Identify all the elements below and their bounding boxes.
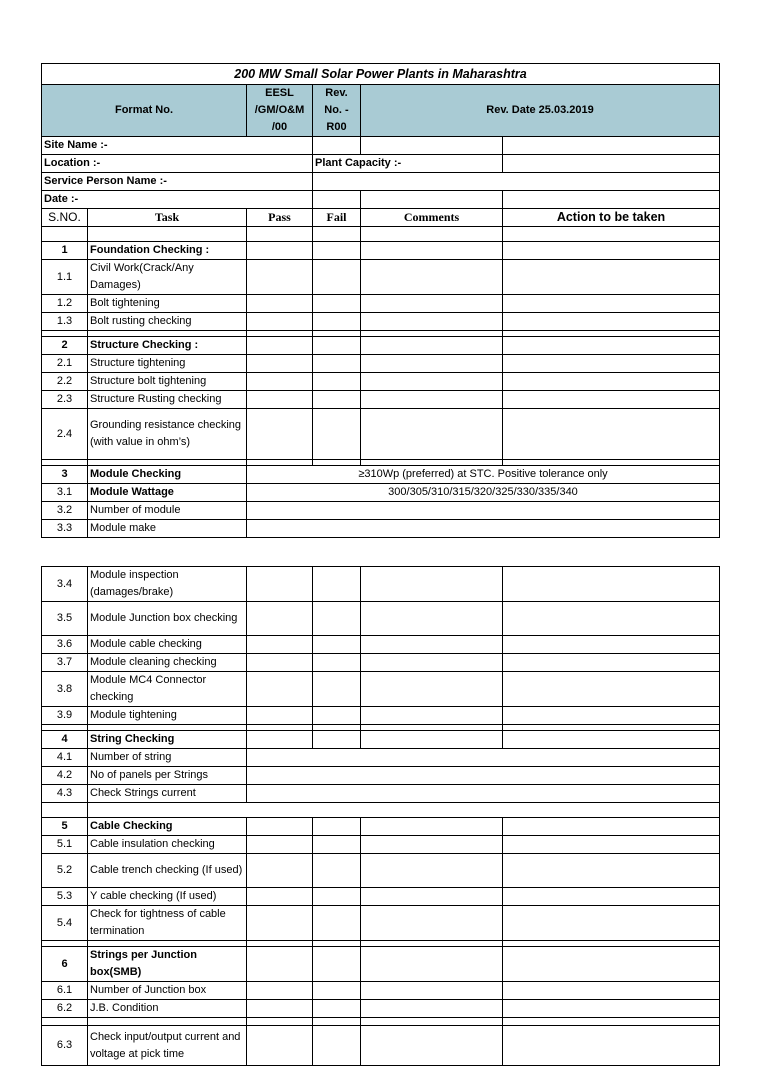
action-cell[interactable] xyxy=(503,1000,720,1018)
row-number: 4 xyxy=(42,731,88,749)
column-header-comments: Comments xyxy=(361,209,503,227)
site-name-field-2[interactable] xyxy=(361,137,503,155)
action-cell[interactable] xyxy=(503,731,720,749)
fail-cell[interactable] xyxy=(313,836,361,854)
row-number: 1.1 xyxy=(42,260,88,295)
row-task: Module cable checking xyxy=(88,636,247,654)
action-cell[interactable] xyxy=(503,373,720,391)
row-number: 1.3 xyxy=(42,313,88,331)
table-row xyxy=(42,373,720,391)
action-cell[interactable] xyxy=(503,947,720,982)
row-number: 3.9 xyxy=(42,707,88,725)
fail-cell[interactable] xyxy=(313,888,361,906)
column-header-sno: S.NO. xyxy=(42,209,88,227)
site-name-label: Site Name :- xyxy=(42,137,313,155)
row-number: 5.2 xyxy=(42,854,88,888)
row-task: Civil Work(Crack/Any Damages) xyxy=(88,260,247,295)
pass-cell[interactable] xyxy=(247,313,313,331)
comments-cell[interactable] xyxy=(361,854,503,888)
row-task: Module inspection (damages/brake) xyxy=(88,567,247,602)
document-title: 200 MW Small Solar Power Plants in Maharashtra xyxy=(42,64,720,85)
comments-cell[interactable] xyxy=(361,242,503,260)
table-row xyxy=(42,1026,720,1066)
row-task: Structure Rusting checking xyxy=(88,391,247,409)
pass-cell[interactable] xyxy=(247,373,313,391)
action-cell[interactable] xyxy=(503,654,720,672)
row-task: Strings per Junction box(SMB) xyxy=(88,947,247,982)
action-cell[interactable] xyxy=(503,672,720,707)
table-row xyxy=(42,520,720,538)
fail-cell[interactable] xyxy=(313,355,361,373)
module-spec: ≥310Wp (preferred) at STC. Positive tolerance only xyxy=(247,466,720,484)
table-row xyxy=(42,313,720,331)
action-cell[interactable] xyxy=(503,242,720,260)
fail-cell[interactable] xyxy=(313,295,361,313)
row-number: 3.5 xyxy=(42,602,88,636)
table-row xyxy=(42,1000,720,1018)
table-row xyxy=(42,391,720,409)
pass-cell[interactable] xyxy=(247,1000,313,1018)
table-row xyxy=(42,466,720,484)
pass-cell[interactable] xyxy=(247,409,313,460)
comments-cell[interactable] xyxy=(361,818,503,836)
comments-cell[interactable] xyxy=(361,260,503,295)
row-number: 3.3 xyxy=(42,520,88,538)
table-row xyxy=(42,567,720,602)
table-row xyxy=(42,636,720,654)
pass-cell[interactable] xyxy=(247,906,313,941)
service-person-field[interactable] xyxy=(313,173,720,191)
table-row xyxy=(42,836,720,854)
row-task: Number of Junction box xyxy=(88,982,247,1000)
comments-cell[interactable] xyxy=(361,337,503,355)
pass-cell[interactable] xyxy=(247,982,313,1000)
row-task: Module cleaning checking xyxy=(88,654,247,672)
date-field[interactable] xyxy=(313,191,361,209)
format-label: Format No. xyxy=(42,85,247,137)
fail-cell[interactable] xyxy=(313,409,361,460)
action-cell[interactable] xyxy=(503,1026,720,1066)
action-cell[interactable] xyxy=(503,707,720,725)
fail-cell[interactable] xyxy=(313,1000,361,1018)
service-person-label: Service Person Name :- xyxy=(42,173,313,191)
action-cell[interactable] xyxy=(503,982,720,1000)
fail-cell[interactable] xyxy=(313,654,361,672)
row-number: 2.2 xyxy=(42,373,88,391)
table-row xyxy=(42,355,720,373)
table-row xyxy=(42,242,720,260)
fail-cell[interactable] xyxy=(313,242,361,260)
fail-cell[interactable] xyxy=(313,1026,361,1066)
row-task: Module Checking xyxy=(88,466,247,484)
comments-cell[interactable] xyxy=(361,409,503,460)
row-number: 2.4 xyxy=(42,409,88,460)
comments-cell[interactable] xyxy=(361,672,503,707)
pass-cell[interactable] xyxy=(247,672,313,707)
row-number: 4.1 xyxy=(42,749,88,767)
pass-cell[interactable] xyxy=(247,836,313,854)
row-number: 5.3 xyxy=(42,888,88,906)
row-number: 3.1 xyxy=(42,484,88,502)
fail-cell[interactable] xyxy=(313,906,361,941)
row-number: 2.1 xyxy=(42,355,88,373)
pass-cell[interactable] xyxy=(247,636,313,654)
row-number: 3.4 xyxy=(42,567,88,602)
comments-cell[interactable] xyxy=(361,947,503,982)
row-task: Module tightening xyxy=(88,707,247,725)
table-row xyxy=(42,409,720,460)
comments-cell[interactable] xyxy=(361,373,503,391)
comments-cell[interactable] xyxy=(361,567,503,602)
fail-cell[interactable] xyxy=(313,854,361,888)
row-number: 4.3 xyxy=(42,785,88,803)
row-task: Structure Checking : xyxy=(88,337,247,355)
row-number: 6.2 xyxy=(42,1000,88,1018)
row-number: 5 xyxy=(42,818,88,836)
value-cell[interactable] xyxy=(247,785,720,803)
row-task: Y cable checking (If used) xyxy=(88,888,247,906)
comments-cell[interactable] xyxy=(361,355,503,373)
value-cell[interactable] xyxy=(247,749,720,767)
row-number: 3.6 xyxy=(42,636,88,654)
row-task: Structure bolt tightening xyxy=(88,373,247,391)
row-task: J.B. Condition xyxy=(88,1000,247,1018)
column-header-task: Task xyxy=(88,209,247,227)
action-cell[interactable] xyxy=(503,409,720,460)
action-cell[interactable] xyxy=(503,391,720,409)
table-row xyxy=(42,767,720,785)
fail-cell[interactable] xyxy=(313,818,361,836)
site-name-field-3[interactable] xyxy=(503,137,720,155)
fail-cell[interactable] xyxy=(313,373,361,391)
fail-cell[interactable] xyxy=(313,602,361,636)
row-task: Bolt rusting checking xyxy=(88,313,247,331)
action-cell[interactable] xyxy=(503,836,720,854)
format-value: EESL /GM/O&M /00 xyxy=(247,85,313,137)
comments-cell[interactable] xyxy=(361,391,503,409)
fail-cell[interactable] xyxy=(313,313,361,331)
spacer-row xyxy=(42,227,720,242)
table-row xyxy=(42,906,720,941)
action-cell[interactable] xyxy=(503,906,720,941)
row-task: Module MC4 Connector checking xyxy=(88,672,247,707)
pass-cell[interactable] xyxy=(247,888,313,906)
row-task: Module make xyxy=(88,520,247,538)
row-number: 5.4 xyxy=(42,906,88,941)
table-row xyxy=(42,982,720,1000)
pass-cell[interactable] xyxy=(247,602,313,636)
row-number: 3.2 xyxy=(42,502,88,520)
row-task: Grounding resistance checking (with value in ohm’s) xyxy=(88,409,247,460)
row-number: 6.1 xyxy=(42,982,88,1000)
comments-cell[interactable] xyxy=(361,654,503,672)
row-number: 3.8 xyxy=(42,672,88,707)
pass-cell[interactable] xyxy=(247,947,313,982)
table-row xyxy=(42,502,720,520)
row-task: Structure tightening xyxy=(88,355,247,373)
table-row xyxy=(42,654,720,672)
row-number: 2 xyxy=(42,337,88,355)
comments-cell[interactable] xyxy=(361,1026,503,1066)
action-cell[interactable] xyxy=(503,567,720,602)
table-row xyxy=(42,947,720,982)
value-cell[interactable] xyxy=(247,520,720,538)
row-task: Check input/output current and voltage at pick time xyxy=(88,1026,247,1066)
comments-cell[interactable] xyxy=(361,836,503,854)
pass-cell[interactable] xyxy=(247,391,313,409)
pass-cell[interactable] xyxy=(247,854,313,888)
table-row xyxy=(42,854,720,888)
table-row xyxy=(42,731,720,749)
row-task: No of panels per Strings xyxy=(88,767,247,785)
row-task: Check for tightness of cable termination xyxy=(88,906,247,941)
action-cell[interactable] xyxy=(503,888,720,906)
spacer-row xyxy=(42,803,720,818)
revision-number: Rev. No. - R00 xyxy=(313,85,361,137)
row-task: Number of module xyxy=(88,502,247,520)
date-field-2[interactable] xyxy=(361,191,503,209)
pass-cell[interactable] xyxy=(247,337,313,355)
row-task: Number of string xyxy=(88,749,247,767)
column-header-fail: Fail xyxy=(313,209,361,227)
fail-cell[interactable] xyxy=(313,636,361,654)
action-cell[interactable] xyxy=(503,295,720,313)
fail-cell[interactable] xyxy=(313,391,361,409)
table-row xyxy=(42,295,720,313)
pass-cell[interactable] xyxy=(247,260,313,295)
fail-cell[interactable] xyxy=(313,567,361,602)
table-row xyxy=(42,672,720,707)
table-row xyxy=(42,707,720,725)
action-cell[interactable] xyxy=(503,636,720,654)
action-cell[interactable] xyxy=(503,313,720,331)
comments-cell[interactable] xyxy=(361,602,503,636)
table-row xyxy=(42,888,720,906)
row-number: 1 xyxy=(42,242,88,260)
row-task: Cable trench checking (If used) xyxy=(88,854,247,888)
table-row xyxy=(42,602,720,636)
row-task: Foundation Checking : xyxy=(88,242,247,260)
date-field-3[interactable] xyxy=(503,191,720,209)
pass-cell[interactable] xyxy=(247,295,313,313)
row-task: String Checking xyxy=(88,731,247,749)
site-name-field[interactable] xyxy=(313,137,361,155)
revision-date: Rev. Date 25.03.2019 xyxy=(361,85,720,137)
table-row xyxy=(42,260,720,295)
column-header-action: Action to be taken xyxy=(503,209,720,227)
comments-cell[interactable] xyxy=(361,636,503,654)
column-header-pass: Pass xyxy=(247,209,313,227)
row-task: Module Junction box checking xyxy=(88,602,247,636)
row-number: 6 xyxy=(42,947,88,982)
row-task: Cable insulation checking xyxy=(88,836,247,854)
row-number: 5.1 xyxy=(42,836,88,854)
row-task: Check Strings current xyxy=(88,785,247,803)
row-task: Bolt tightening xyxy=(88,295,247,313)
inspection-table-bottom xyxy=(41,566,720,1066)
inspection-table-top xyxy=(41,63,720,538)
plant-capacity-field[interactable] xyxy=(503,155,720,173)
table-row xyxy=(42,749,720,767)
date-label: Date :- xyxy=(42,191,313,209)
table-row xyxy=(42,785,720,803)
module-wattage-values: 300/305/310/315/320/325/330/335/340 xyxy=(247,484,720,502)
row-number: 4.2 xyxy=(42,767,88,785)
action-cell[interactable] xyxy=(503,337,720,355)
table-row xyxy=(42,484,720,502)
pass-cell[interactable] xyxy=(247,355,313,373)
pass-cell[interactable] xyxy=(247,242,313,260)
table-row xyxy=(42,818,720,836)
row-number: 2.3 xyxy=(42,391,88,409)
comments-cell[interactable] xyxy=(361,888,503,906)
action-cell[interactable] xyxy=(503,260,720,295)
comments-cell[interactable] xyxy=(361,906,503,941)
row-number: 6.3 xyxy=(42,1026,88,1066)
comments-cell[interactable] xyxy=(361,295,503,313)
action-cell[interactable] xyxy=(503,854,720,888)
plant-capacity-label: Plant Capacity :- xyxy=(313,155,503,173)
row-task: Cable Checking xyxy=(88,818,247,836)
pass-cell[interactable] xyxy=(247,654,313,672)
comments-cell[interactable] xyxy=(361,731,503,749)
fail-cell[interactable] xyxy=(313,947,361,982)
comments-cell[interactable] xyxy=(361,707,503,725)
value-cell[interactable] xyxy=(247,502,720,520)
value-cell[interactable] xyxy=(247,767,720,785)
fail-cell[interactable] xyxy=(313,337,361,355)
pass-cell[interactable] xyxy=(247,818,313,836)
pass-cell[interactable] xyxy=(247,1026,313,1066)
location-label: Location :- xyxy=(42,155,313,173)
action-cell[interactable] xyxy=(503,602,720,636)
fail-cell[interactable] xyxy=(313,707,361,725)
fail-cell[interactable] xyxy=(313,672,361,707)
fail-cell[interactable] xyxy=(313,982,361,1000)
comments-cell[interactable] xyxy=(361,982,503,1000)
row-number: 1.2 xyxy=(42,295,88,313)
comments-cell[interactable] xyxy=(361,313,503,331)
row-number: 3.7 xyxy=(42,654,88,672)
comments-cell[interactable] xyxy=(361,1000,503,1018)
table-row xyxy=(42,337,720,355)
pass-cell[interactable] xyxy=(247,707,313,725)
action-cell[interactable] xyxy=(503,355,720,373)
row-task: Module Wattage xyxy=(88,484,247,502)
spacer-row xyxy=(42,1018,720,1026)
action-cell[interactable] xyxy=(503,818,720,836)
pass-cell[interactable] xyxy=(247,731,313,749)
row-number: 3 xyxy=(42,466,88,484)
pass-cell[interactable] xyxy=(247,567,313,602)
fail-cell[interactable] xyxy=(313,731,361,749)
fail-cell[interactable] xyxy=(313,260,361,295)
